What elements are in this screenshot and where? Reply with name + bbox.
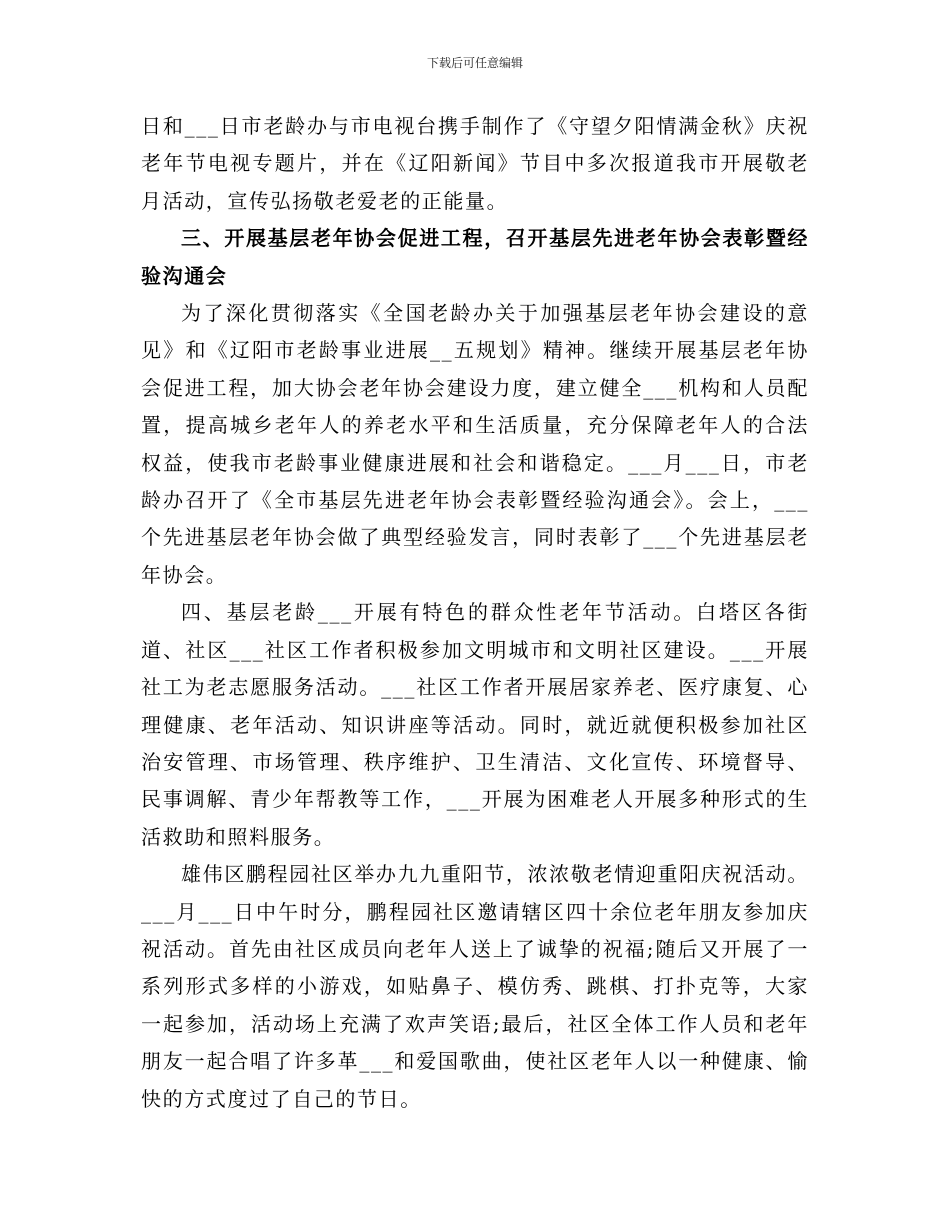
page-header: 下载后可任意编辑 — [426, 56, 523, 70]
paragraph-continued: 日和___日市老龄办与市电视台携手制作了《守望夕阳情满金秋》庆祝老年节电视专题片，并在《辽阳新闻》节目中多次报道我市开展敬老月活动，宣传弘扬敬老爱老的正能量。 — [141, 114, 809, 213]
paragraph: 雄伟区鹏程园社区举办九九重阳节，浓浓敬老情迎重阳庆祝活动。___月___日中午时分，鹏程园社区邀请辖区四十余位老年朋友参加庆祝活动。首先由社区成员向老年人送上了诚挚的祝福;随后又开展了一系列形式多样的小游戏，如贴鼻子、模仿秀、跳棋、打扑克等，大家一起参加，活动场上充满了欢声笑语;最后，社区全体工作人员和老年朋友一起合唱了许多革___和爱国歌曲，使社区老年人以一种健康、愉快的方式度过了自己的节日。 — [141, 862, 809, 1111]
section-heading: 三、开展基层老年协会促进工程，召开基层先进老年协会表彰暨经验沟通会 — [141, 226, 809, 288]
paragraph: 四、基层老龄___开展有特色的群众性老年节活动。白塔区各街道、社区___社区工作者积极参加文明城市和文明社区建设。___开展社工为老志愿服务活动。___社区工作者开展居家养老、医疗康复、心理健康、老年活动、知识讲座等活动。同时，就近就便积极参加社区治安管理、市场管理、秩序维护、卫生清洁、文化宣传、环境督导、民事调解、青少年帮教等工作，___开展为困难老人开展多种形式的生活救助和照料服务。 — [141, 600, 809, 849]
document-body — [141, 108, 809, 1118]
paragraph: 为了深化贯彻落实《全国老龄办关于加强基层老年协会建设的意见》和《辽阳市老龄事业进展__五规划》精神。继续开展基层老年协会促进工程，加大协会老年协会建设力度，建立健全___机构和人员配置，提高城乡老年人的养老水平和生活质量，充分保障老年人的合法权益，使我市老龄事业健康进展和社会和谐稳定。___月___日，市老龄办召开了《全市基层先进老年协会表彰暨经验沟通会》。会上，___个先进基层老年协会做了典型经验发言，同时表彰了___个先进基层老年协会。 — [141, 301, 809, 587]
